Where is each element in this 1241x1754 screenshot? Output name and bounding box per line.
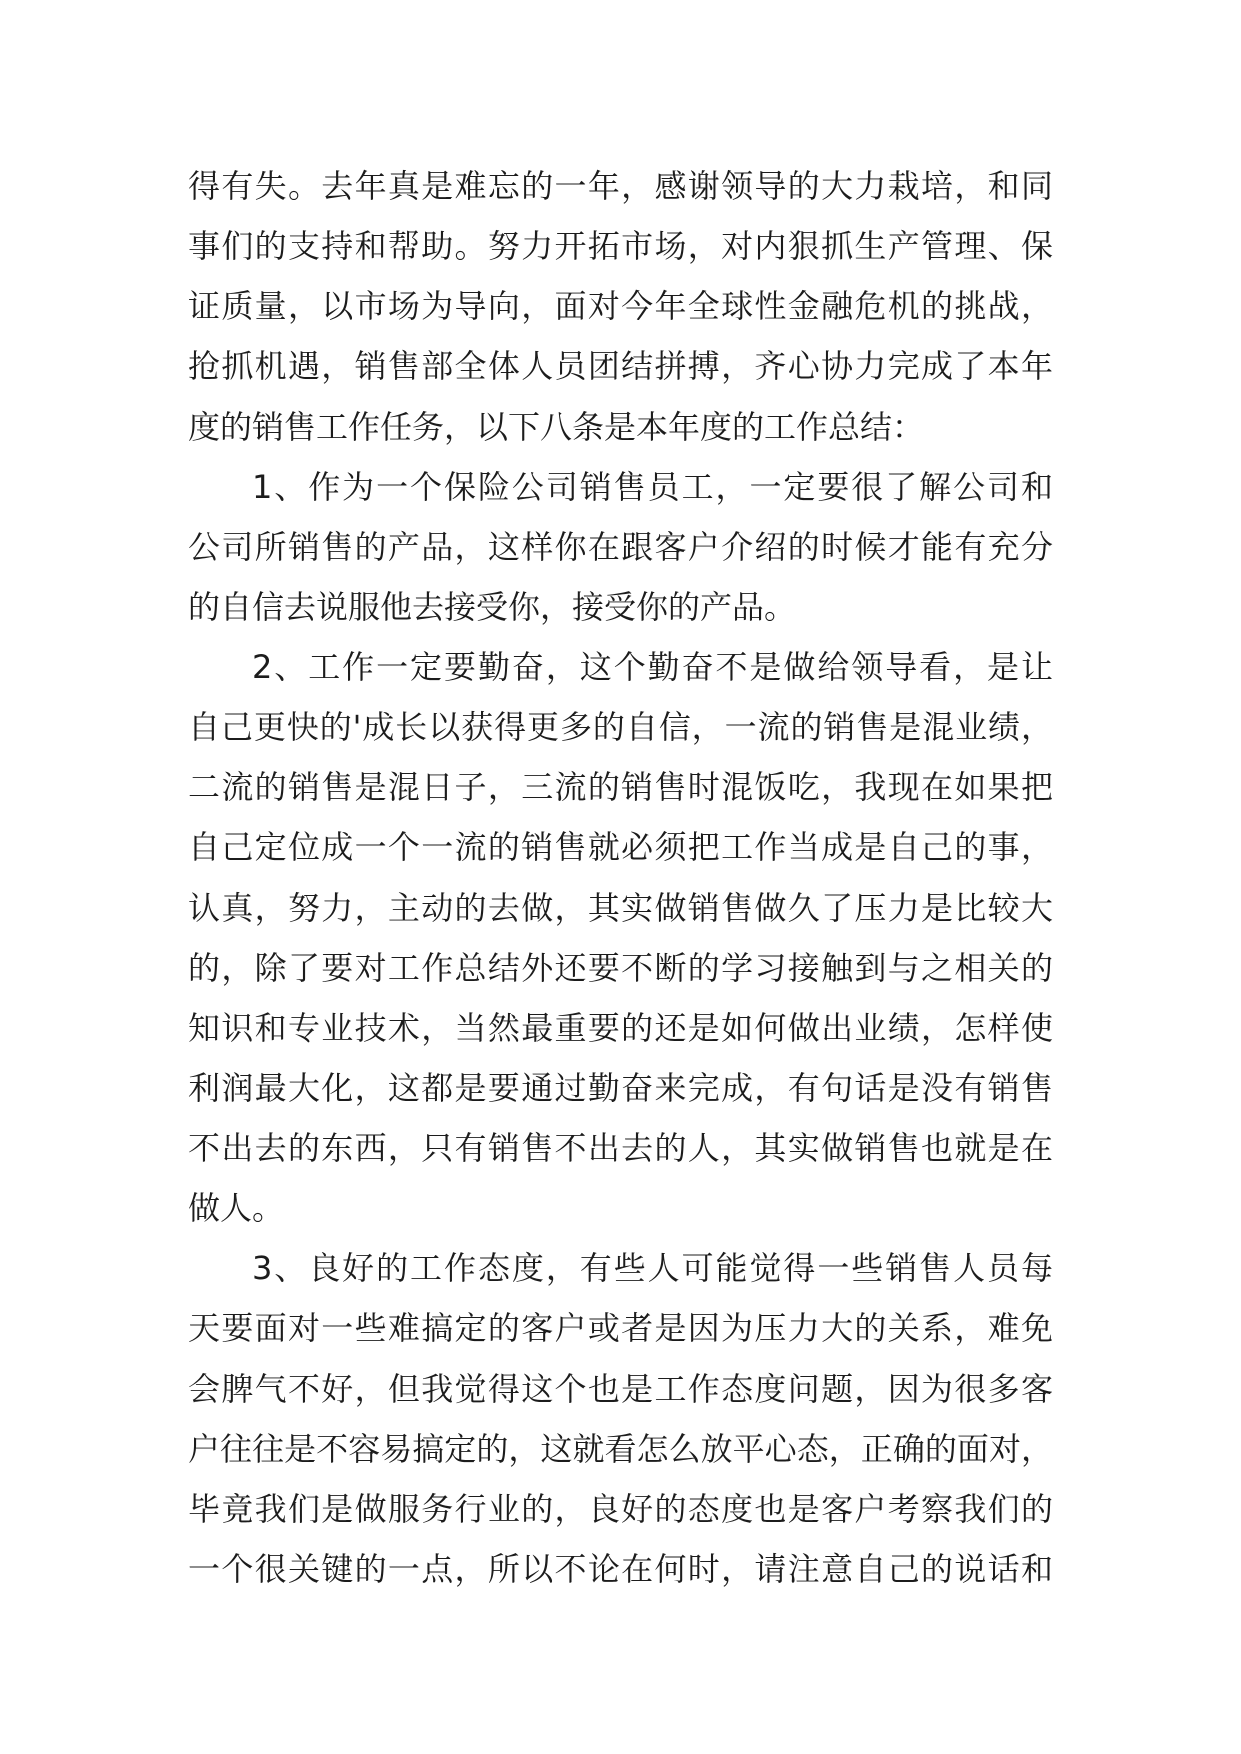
text-line: 证质量，以市场为导向，面对今年全球性金融危机的挑战，: [188, 287, 1053, 326]
text-line: 做人。: [188, 1189, 285, 1228]
text-line: 二流的销售是混日子，三流的销售时混饭吃，我现在如果把: [188, 768, 1053, 807]
text-line: 1、作为一个保险公司销售员工，一定要很了解公司和: [252, 467, 1053, 506]
text-line: 天要面对一些难搞定的客户或者是因为压力大的关系，难免: [188, 1309, 1053, 1348]
text-line: 自己更快的'成长以获得更多的自信，一流的销售是混业绩，: [188, 708, 1053, 747]
text-line: 毕竟我们是做服务行业的，良好的态度也是客户考察我们的: [188, 1489, 1053, 1528]
text-line: 抢抓机遇，销售部全体人员团结拼搏，齐心协力完成了本年: [188, 347, 1053, 386]
text-line: 3、良好的工作态度，有些人可能觉得一些销售人员每: [252, 1249, 1053, 1288]
text-line: 认真，努力，主动的去做，其实做销售做久了压力是比较大: [188, 888, 1053, 927]
text-line: 公司所销售的产品，这样你在跟客户介绍的时候才能有充分: [188, 527, 1053, 566]
paragraph-point-1: [188, 457, 1053, 637]
text-line: 度的销售工作任务，以下八条是本年度的工作总结：: [188, 407, 925, 446]
document-body: [188, 156, 1053, 1599]
paragraph-point-3: [188, 1238, 1053, 1599]
text-line: 自己定位成一个一流的销售就必须把工作当成是自己的事，: [188, 828, 1053, 867]
paragraph-intro: [188, 156, 1053, 457]
text-line: 不出去的东西，只有销售不出去的人，其实做销售也就是在: [188, 1129, 1053, 1167]
text-line: 知识和专业技术，当然最重要的还是如何做出业绩，怎样使: [188, 1008, 1053, 1047]
text-line: 一个很关键的一点，所以不论在何时，请注意自己的说话和: [188, 1549, 1053, 1588]
text-line: 得有失。去年真是难忘的一年，感谢领导的大力栽培，和同: [188, 167, 1053, 205]
paragraph-point-2: [188, 637, 1053, 1238]
text-line: 的，除了要对工作总结外还要不断的学习接触到与之相关的: [188, 948, 1053, 987]
text-line: 的自信去说服他去接受你，接受你的产品。: [188, 587, 797, 626]
text-line: 利润最大化，这都是要通过勤奋来完成，有句话是没有销售: [188, 1068, 1053, 1107]
text-line: 户往往是不容易搞定的，这就看怎么放平心态，正确的面对，: [188, 1429, 1053, 1468]
text-line: 2、工作一定要勤奋，这个勤奋不是做给领导看，是让: [252, 648, 1053, 686]
text-line: 事们的支持和帮助。努力开拓市场，对内狠抓生产管理、保: [188, 227, 1053, 266]
text-line: 会脾气不好，但我觉得这个也是工作态度问题，因为很多客: [188, 1369, 1053, 1408]
